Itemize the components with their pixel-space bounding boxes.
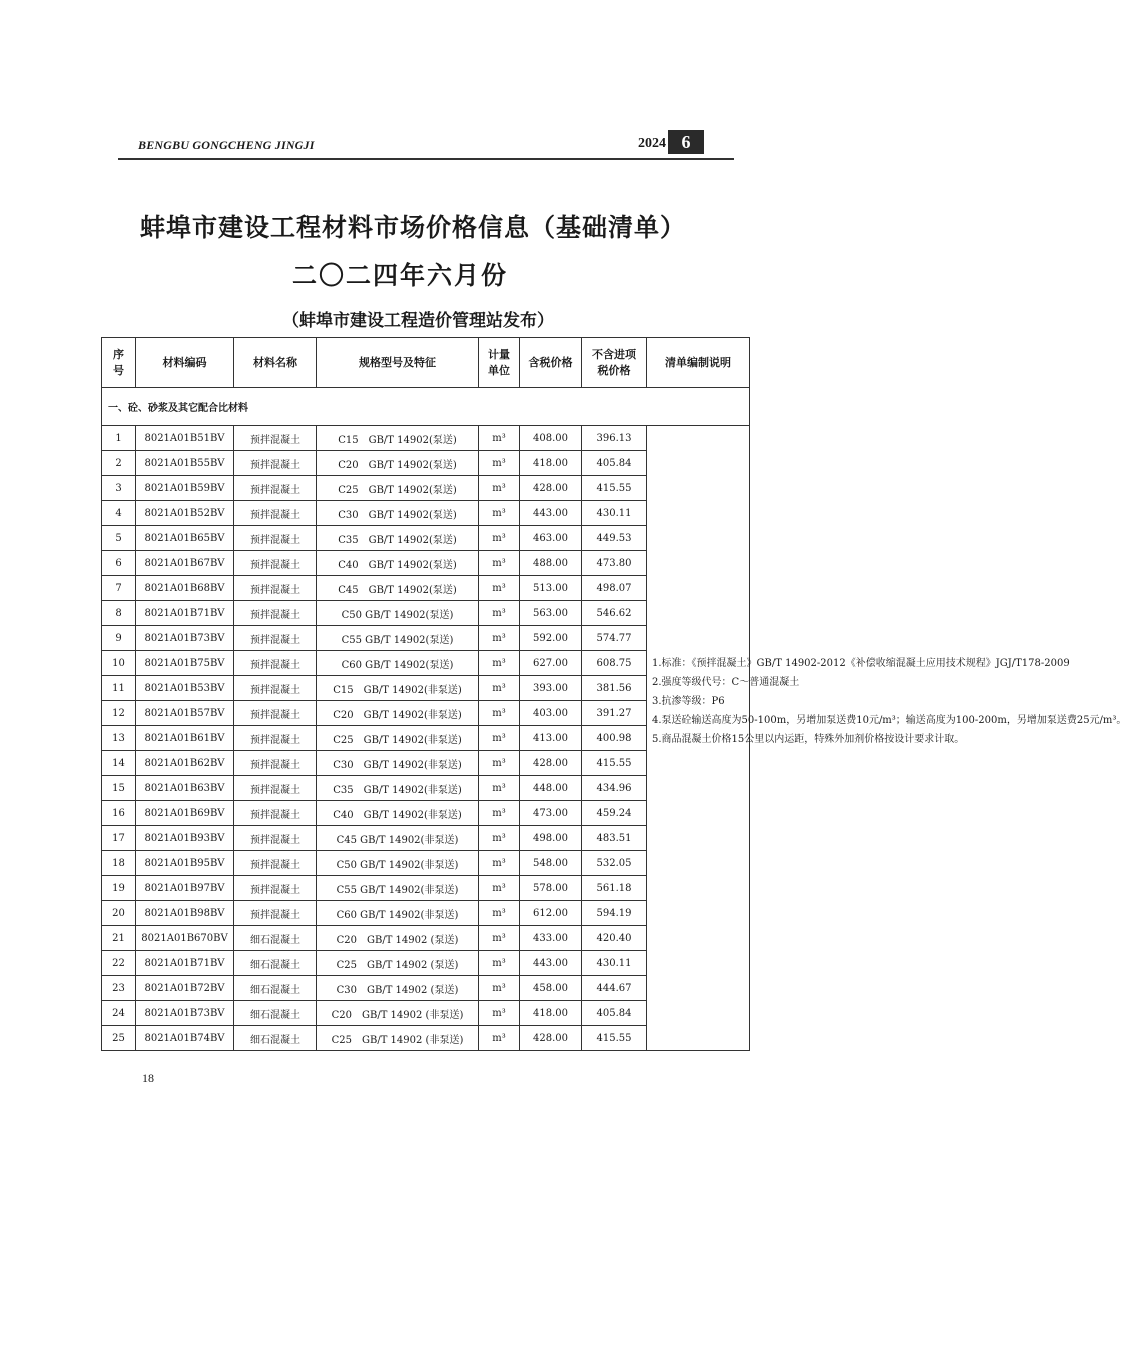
cell-price-tax: 488.00	[520, 551, 582, 576]
cell-price-notax: 449.53	[582, 526, 647, 551]
cell-name: 预拌混凝土	[234, 851, 317, 876]
cell-price-tax: 612.00	[520, 901, 582, 926]
cell-unit: m³	[479, 1026, 520, 1051]
cell-code: 8021A01B72BV	[136, 976, 234, 1001]
notes-cell	[647, 426, 1126, 1051]
cell-price-notax: 381.56	[582, 676, 647, 701]
cell-name: 预拌混凝土	[234, 726, 317, 751]
note-line: 3.抗渗等级：P6	[652, 696, 725, 707]
cell-unit: m³	[479, 501, 520, 526]
cell-spec: C20 GB/T 14902 (泵送)	[317, 926, 479, 951]
cell-price-tax: 428.00	[520, 476, 582, 501]
cell-price-notax: 415.55	[582, 751, 647, 776]
cell-price-notax: 483.51	[582, 826, 647, 851]
cell-spec: C25 GB/T 14902(泵送)	[317, 476, 479, 501]
cell-spec: C20 GB/T 14902(非泵送)	[317, 701, 479, 726]
cell-code: 8021A01B73BV	[136, 626, 234, 651]
cell-price-tax: 473.00	[520, 801, 582, 826]
cell-unit: m³	[479, 651, 520, 676]
cell-price-notax: 396.13	[582, 426, 647, 451]
cell-code: 8021A01B97BV	[136, 876, 234, 901]
cell-code: 8021A01B670BV	[136, 926, 234, 951]
cell-name: 预拌混凝土	[234, 751, 317, 776]
cell-seq: 11	[102, 676, 136, 701]
cell-code: 8021A01B62BV	[136, 751, 234, 776]
section-title: 一、砼、砂浆及其它配合比材料	[102, 388, 750, 426]
cell-seq: 6	[102, 551, 136, 576]
cell-code: 8021A01B69BV	[136, 801, 234, 826]
cell-code: 8021A01B71BV	[136, 951, 234, 976]
cell-seq: 19	[102, 876, 136, 901]
header-price-notax: 不含进项税价格	[582, 338, 647, 388]
cell-unit: m³	[479, 451, 520, 476]
cell-price-tax: 418.00	[520, 1001, 582, 1026]
cell-price-notax: 498.07	[582, 576, 647, 601]
cell-spec: C30 GB/T 14902 (泵送)	[317, 976, 479, 1001]
cell-seq: 10	[102, 651, 136, 676]
cell-code: 8021A01B73BV	[136, 1001, 234, 1026]
cell-name: 细石混凝土	[234, 926, 317, 951]
cell-seq: 20	[102, 901, 136, 926]
header-note: 清单编制说明	[647, 338, 750, 388]
cell-code: 8021A01B75BV	[136, 651, 234, 676]
cell-seq: 24	[102, 1001, 136, 1026]
cell-seq: 16	[102, 801, 136, 826]
cell-spec: C50 GB/T 14902(非泵送)	[317, 851, 479, 876]
header-unit: 计量单位	[479, 338, 520, 388]
note-line: 1.标准：《预拌混凝土》GB/T 14902-2012《补偿收缩混凝土应用技术规程》JGJ/T178-2009	[652, 658, 1070, 669]
cell-price-tax: 418.00	[520, 451, 582, 476]
cell-price-tax: 592.00	[520, 626, 582, 651]
cell-price-tax: 428.00	[520, 751, 582, 776]
cell-spec: C45 GB/T 14902(泵送)	[317, 576, 479, 601]
cell-price-notax: 561.18	[582, 876, 647, 901]
cell-seq: 17	[102, 826, 136, 851]
cell-seq: 13	[102, 726, 136, 751]
cell-unit: m³	[479, 876, 520, 901]
cell-unit: m³	[479, 601, 520, 626]
cell-unit: m³	[479, 851, 520, 876]
cell-spec: C60 GB/T 14902(非泵送)	[317, 901, 479, 926]
cell-price-tax: 448.00	[520, 776, 582, 801]
header-name: 材料名称	[234, 338, 317, 388]
cell-name: 预拌混凝土	[234, 576, 317, 601]
cell-code: 8021A01B65BV	[136, 526, 234, 551]
cell-price-notax: 608.75	[582, 651, 647, 676]
cell-code: 8021A01B53BV	[136, 676, 234, 701]
cell-name: 预拌混凝土	[234, 801, 317, 826]
header-code: 材料编码	[136, 338, 234, 388]
magazine-name: BENGBU GONGCHENG JINGJI	[138, 138, 315, 152]
cell-seq: 21	[102, 926, 136, 951]
cell-spec: C55 GB/T 14902(泵送)	[317, 626, 479, 651]
cell-price-notax: 430.11	[582, 951, 647, 976]
cell-name: 细石混凝土	[234, 1001, 317, 1026]
table-row	[102, 426, 750, 451]
cell-code: 8021A01B63BV	[136, 776, 234, 801]
cell-spec: C25 GB/T 14902 (非泵送)	[317, 1026, 479, 1051]
cell-unit: m³	[479, 676, 520, 701]
cell-code: 8021A01B98BV	[136, 901, 234, 926]
cell-seq: 2	[102, 451, 136, 476]
cell-unit: m³	[479, 776, 520, 801]
cell-code: 8021A01B95BV	[136, 851, 234, 876]
issue-number: 6	[668, 130, 704, 154]
note-line: 4.泵送砼输送高度为50-100m，另增加泵送费10元/m³；输送高度为100-200m，另增加泵送费25元/m³。	[652, 715, 1126, 726]
cell-name: 预拌混凝土	[234, 451, 317, 476]
cell-price-notax: 594.19	[582, 901, 647, 926]
cell-spec: C45 GB/T 14902(非泵送)	[317, 826, 479, 851]
cell-price-notax: 391.27	[582, 701, 647, 726]
cell-name: 预拌混凝土	[234, 626, 317, 651]
cell-unit: m³	[479, 951, 520, 976]
cell-price-tax: 458.00	[520, 976, 582, 1001]
cell-unit: m³	[479, 526, 520, 551]
cell-seq: 8	[102, 601, 136, 626]
note-line: 5.商品混凝土价格15公里以内运距，特殊外加剂价格按设计要求计取。	[652, 734, 965, 745]
page-number: 18	[142, 1071, 154, 1085]
cell-price-notax: 574.77	[582, 626, 647, 651]
cell-seq: 14	[102, 751, 136, 776]
cell-spec: C60 GB/T 14902(泵送)	[317, 651, 479, 676]
running-header	[118, 130, 734, 160]
cell-code: 8021A01B55BV	[136, 451, 234, 476]
cell-unit: m³	[479, 976, 520, 1001]
cell-price-notax: 415.55	[582, 476, 647, 501]
cell-unit: m³	[479, 1001, 520, 1026]
cell-unit: m³	[479, 726, 520, 751]
cell-seq: 9	[102, 626, 136, 651]
cell-seq: 18	[102, 851, 136, 876]
cell-code: 8021A01B71BV	[136, 601, 234, 626]
cell-unit: m³	[479, 926, 520, 951]
cell-price-notax: 420.40	[582, 926, 647, 951]
cell-price-tax: 403.00	[520, 701, 582, 726]
cell-unit: m³	[479, 626, 520, 651]
cell-price-notax: 444.67	[582, 976, 647, 1001]
cell-code: 8021A01B61BV	[136, 726, 234, 751]
cell-spec: C20 GB/T 14902 (非泵送)	[317, 1001, 479, 1026]
cell-unit: m³	[479, 801, 520, 826]
cell-unit: m³	[479, 701, 520, 726]
cell-name: 预拌混凝土	[234, 501, 317, 526]
note-line: 2.强度等级代号：C～普通混凝土	[652, 677, 800, 688]
cell-unit: m³	[479, 901, 520, 926]
cell-price-tax: 433.00	[520, 926, 582, 951]
cell-seq: 23	[102, 976, 136, 1001]
cell-code: 8021A01B74BV	[136, 1026, 234, 1051]
cell-price-notax: 405.84	[582, 451, 647, 476]
cell-price-tax: 578.00	[520, 876, 582, 901]
header-seq: 序号	[102, 338, 136, 388]
cell-price-tax: 463.00	[520, 526, 582, 551]
cell-spec: C25 GB/T 14902 (泵送)	[317, 951, 479, 976]
cell-seq: 7	[102, 576, 136, 601]
cell-code: 8021A01B52BV	[136, 501, 234, 526]
cell-price-tax: 443.00	[520, 951, 582, 976]
cell-price-tax: 393.00	[520, 676, 582, 701]
cell-spec: C25 GB/T 14902(非泵送)	[317, 726, 479, 751]
cell-name: 预拌混凝土	[234, 426, 317, 451]
cell-code: 8021A01B51BV	[136, 426, 234, 451]
cell-price-notax: 405.84	[582, 1001, 647, 1026]
cell-spec: C55 GB/T 14902(非泵送)	[317, 876, 479, 901]
cell-price-tax: 443.00	[520, 501, 582, 526]
cell-name: 预拌混凝土	[234, 676, 317, 701]
cell-unit: m³	[479, 426, 520, 451]
cell-price-tax: 548.00	[520, 851, 582, 876]
cell-spec: C40 GB/T 14902(泵送)	[317, 551, 479, 576]
cell-price-notax: 415.55	[582, 1026, 647, 1051]
cell-spec: C30 GB/T 14902(非泵送)	[317, 751, 479, 776]
cell-unit: m³	[479, 751, 520, 776]
cell-code: 8021A01B93BV	[136, 826, 234, 851]
cell-seq: 1	[102, 426, 136, 451]
page-title: 蚌埠市建设工程材料市场价格信息（基础清单）	[140, 213, 687, 242]
cell-price-notax: 434.96	[582, 776, 647, 801]
cell-spec: C50 GB/T 14902(泵送)	[317, 601, 479, 626]
cell-price-tax: 563.00	[520, 601, 582, 626]
cell-price-notax: 459.24	[582, 801, 647, 826]
cell-price-tax: 498.00	[520, 826, 582, 851]
cell-seq: 5	[102, 526, 136, 551]
cell-unit: m³	[479, 551, 520, 576]
publisher-line: （蚌埠市建设工程造价管理站发布）	[282, 311, 554, 331]
cell-seq: 3	[102, 476, 136, 501]
cell-name: 预拌混凝土	[234, 876, 317, 901]
cell-seq: 22	[102, 951, 136, 976]
cell-unit: m³	[479, 476, 520, 501]
cell-seq: 25	[102, 1026, 136, 1051]
cell-seq: 15	[102, 776, 136, 801]
cell-spec: C30 GB/T 14902(泵送)	[317, 501, 479, 526]
cell-seq: 12	[102, 701, 136, 726]
cell-name: 预拌混凝土	[234, 826, 317, 851]
cell-unit: m³	[479, 826, 520, 851]
cell-name: 细石混凝土	[234, 1026, 317, 1051]
cell-price-tax: 428.00	[520, 1026, 582, 1051]
cell-name: 预拌混凝土	[234, 776, 317, 801]
cell-price-notax: 430.11	[582, 501, 647, 526]
cell-name: 预拌混凝土	[234, 901, 317, 926]
cell-code: 8021A01B57BV	[136, 701, 234, 726]
cell-price-notax: 532.05	[582, 851, 647, 876]
header-spec: 规格型号及特征	[317, 338, 479, 388]
cell-price-notax: 400.98	[582, 726, 647, 751]
price-table	[101, 337, 1126, 1051]
cell-spec: C35 GB/T 14902(非泵送)	[317, 776, 479, 801]
cell-code: 8021A01B68BV	[136, 576, 234, 601]
table-header-row	[102, 338, 750, 388]
cell-price-tax: 408.00	[520, 426, 582, 451]
section-row	[102, 388, 750, 426]
cell-name: 预拌混凝土	[234, 701, 317, 726]
cell-price-tax: 627.00	[520, 651, 582, 676]
page-subtitle-date: 二〇二四年六月份	[292, 261, 509, 290]
cell-name: 细石混凝土	[234, 951, 317, 976]
cell-name: 预拌混凝土	[234, 476, 317, 501]
cell-seq: 4	[102, 501, 136, 526]
cell-price-notax: 546.62	[582, 601, 647, 626]
cell-spec: C15 GB/T 14902(泵送)	[317, 426, 479, 451]
cell-code: 8021A01B67BV	[136, 551, 234, 576]
header-price-tax: 含税价格	[520, 338, 582, 388]
cell-code: 8021A01B59BV	[136, 476, 234, 501]
cell-name: 预拌混凝土	[234, 601, 317, 626]
cell-price-tax: 513.00	[520, 576, 582, 601]
cell-price-notax: 473.80	[582, 551, 647, 576]
cell-name: 细石混凝土	[234, 976, 317, 1001]
cell-unit: m³	[479, 576, 520, 601]
cell-name: 预拌混凝土	[234, 651, 317, 676]
cell-name: 预拌混凝土	[234, 526, 317, 551]
issue-year: 2024	[638, 136, 666, 151]
cell-spec: C40 GB/T 14902(非泵送)	[317, 801, 479, 826]
cell-spec: C20 GB/T 14902(泵送)	[317, 451, 479, 476]
cell-price-tax: 413.00	[520, 726, 582, 751]
cell-name: 预拌混凝土	[234, 551, 317, 576]
cell-spec: C35 GB/T 14902(泵送)	[317, 526, 479, 551]
cell-spec: C15 GB/T 14902(非泵送)	[317, 676, 479, 701]
